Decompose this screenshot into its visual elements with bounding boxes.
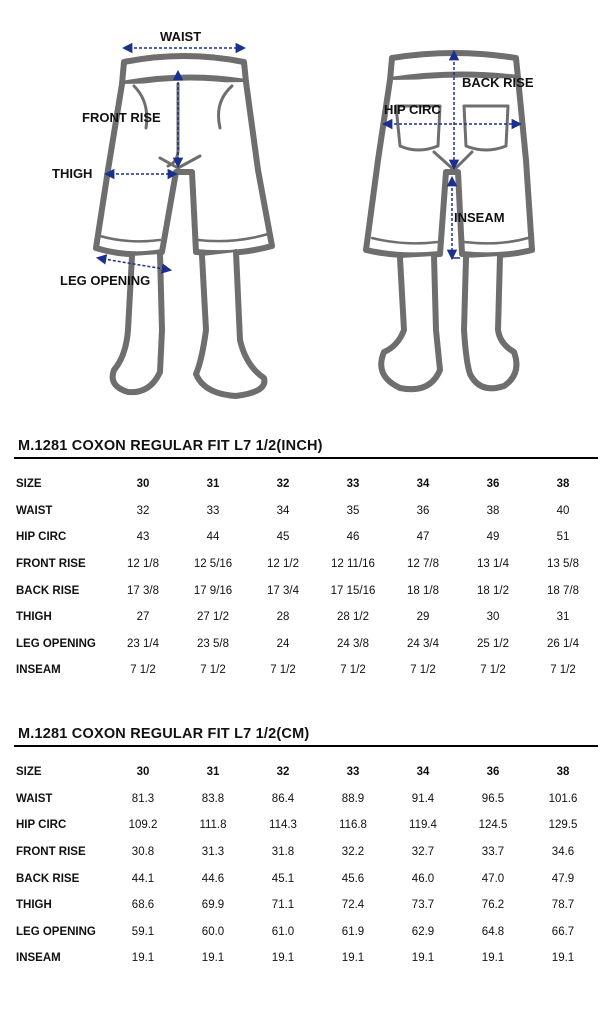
table-cell: 47.0 <box>481 872 505 885</box>
table-cell: 17 9/16 <box>193 584 233 597</box>
table-cell: 88.9 <box>341 792 365 805</box>
table-cell: 32.2 <box>341 846 365 859</box>
table-cell: 23 5/8 <box>197 637 229 650</box>
table-cell: 17 3/8 <box>127 584 159 597</box>
row-label: BACK RISE <box>16 584 80 597</box>
table-cell: 26 1/4 <box>547 637 579 650</box>
table-row <box>14 892 598 919</box>
table-cell: 7 1/2 <box>270 664 296 677</box>
table-cell: 24 <box>276 637 290 650</box>
table-cell: 44.1 <box>131 872 155 885</box>
table-cell: 31.3 <box>201 846 225 859</box>
table-row <box>14 839 598 866</box>
table-cell: 81.3 <box>131 792 155 805</box>
row-label: BACK RISE <box>16 872 80 885</box>
table-cell: 29 <box>416 611 430 624</box>
table-row <box>14 524 598 551</box>
table-cell: 91.4 <box>411 792 435 805</box>
table-cell: 18 1/8 <box>407 584 439 597</box>
measurement-diagram <box>0 0 616 410</box>
table-row <box>14 657 598 684</box>
table-cell: 83.8 <box>201 792 225 805</box>
table-cell: 43 <box>136 531 150 544</box>
inch-title-rule <box>14 457 598 459</box>
table-row <box>14 919 598 946</box>
table-cell: 45.6 <box>341 872 365 885</box>
table-cell: 19.1 <box>271 952 295 965</box>
table-cell: 17 15/16 <box>330 584 376 597</box>
table-cell: 32.7 <box>411 846 435 859</box>
table-row <box>14 551 598 578</box>
table-cell: 60.0 <box>201 925 225 938</box>
size-header-cell: 38 <box>556 478 570 491</box>
label-back-rise: BACK RISE <box>462 75 534 90</box>
table-cell: 31 <box>556 611 570 624</box>
inch-table-title: M.1281 COXON REGULAR FIT L7 1/2(INCH) <box>18 438 323 454</box>
table-cell: 19.1 <box>131 952 155 965</box>
table-row <box>14 631 598 658</box>
table-cell: 7 1/2 <box>480 664 506 677</box>
row-label: LEG OPENING <box>16 925 96 938</box>
table-cell: 31.8 <box>271 846 295 859</box>
table-cell: 45.1 <box>271 872 295 885</box>
cm-title-rule <box>14 745 598 747</box>
table-cell: 32 <box>136 504 150 517</box>
table-cell: 19.1 <box>551 952 575 965</box>
table-cell: 24 3/4 <box>407 637 439 650</box>
table-row <box>14 759 598 786</box>
row-label: INSEAM <box>16 952 61 965</box>
size-header-cell: 32 <box>276 766 290 779</box>
row-label: FRONT RISE <box>16 558 86 571</box>
table-cell: 72.4 <box>341 899 365 912</box>
label-thigh: THIGH <box>52 166 93 181</box>
size-header-cell: 34 <box>416 766 430 779</box>
table-cell: 7 1/2 <box>200 664 226 677</box>
table-cell: 51 <box>556 531 570 544</box>
table-cell: 36 <box>416 504 430 517</box>
table-cell: 30.8 <box>131 846 155 859</box>
table-cell: 71.1 <box>271 899 295 912</box>
cm-table <box>14 759 598 972</box>
table-cell: 124.5 <box>478 819 508 832</box>
label-front-rise: FRONT RISE <box>82 110 161 125</box>
table-cell: 73.7 <box>411 899 435 912</box>
label-inseam: INSEAM <box>454 210 505 225</box>
table-cell: 86.4 <box>271 792 295 805</box>
row-label: WAIST <box>16 504 53 517</box>
row-label: FRONT RISE <box>16 846 86 859</box>
table-cell: 96.5 <box>481 792 505 805</box>
table-cell: 68.6 <box>131 899 155 912</box>
size-header-cell: 36 <box>486 478 500 491</box>
size-header-cell: 34 <box>416 478 430 491</box>
label-leg-opening: LEG OPENING <box>60 273 151 288</box>
size-header-cell: 38 <box>556 766 570 779</box>
inch-size-chart <box>14 438 598 684</box>
table-cell: 19.1 <box>411 952 435 965</box>
table-cell: 12 5/16 <box>193 558 233 571</box>
table-cell: 47 <box>416 531 430 544</box>
size-header-cell: 31 <box>206 478 220 491</box>
table-cell: 7 1/2 <box>410 664 436 677</box>
table-cell: 44 <box>206 531 220 544</box>
table-cell: 69.9 <box>201 899 225 912</box>
size-header-cell: 33 <box>346 478 360 491</box>
row-label: WAIST <box>16 792 53 805</box>
table-cell: 30 <box>486 611 500 624</box>
table-cell: 19.1 <box>481 952 505 965</box>
table-cell: 34.6 <box>551 846 575 859</box>
cm-size-chart <box>14 726 598 972</box>
table-row <box>14 498 598 525</box>
table-row <box>14 812 598 839</box>
table-cell: 129.5 <box>548 819 578 832</box>
table-cell: 17 3/4 <box>267 584 299 597</box>
row-label: HIP CIRC <box>16 531 67 544</box>
row-label: LEG OPENING <box>16 637 96 650</box>
table-cell: 116.8 <box>339 819 367 832</box>
table-cell: 46.0 <box>411 872 435 885</box>
table-cell: 78.7 <box>551 899 575 912</box>
table-row <box>14 945 598 972</box>
inch-table <box>14 471 598 684</box>
table-cell: 19.1 <box>341 952 365 965</box>
label-waist: WAIST <box>160 29 202 44</box>
table-cell: 101.6 <box>548 792 578 805</box>
table-cell: 33 <box>206 504 220 517</box>
table-row <box>14 865 598 892</box>
size-header-cell: 36 <box>486 766 500 779</box>
size-header-cell: 30 <box>136 766 150 779</box>
table-cell: 27 <box>136 611 150 624</box>
table-cell: 24 3/8 <box>337 637 369 650</box>
table-cell: 35 <box>346 504 360 517</box>
table-cell: 33.7 <box>481 846 505 859</box>
table-cell: 12 7/8 <box>407 558 439 571</box>
table-cell: 18 1/2 <box>477 584 509 597</box>
table-row <box>14 604 598 631</box>
size-header-cell: 32 <box>276 478 290 491</box>
table-cell: 27 1/2 <box>197 611 229 624</box>
table-cell: 25 1/2 <box>477 637 509 650</box>
row-label: INSEAM <box>16 664 61 677</box>
cm-table-title: M.1281 COXON REGULAR FIT L7 1/2(CM) <box>18 726 310 742</box>
label-hip-circ: HIP CIRC <box>384 102 441 117</box>
table-cell: 119.4 <box>409 819 437 832</box>
size-header-cell: 30 <box>136 478 150 491</box>
table-row <box>14 577 598 604</box>
table-cell: 7 1/2 <box>130 664 156 677</box>
table-cell: 23 1/4 <box>127 637 159 650</box>
table-cell: 114.3 <box>269 819 297 832</box>
table-cell: 12 11/16 <box>331 558 375 571</box>
table-cell: 13 5/8 <box>547 558 579 571</box>
row-label: THIGH <box>16 611 52 624</box>
table-cell: 66.7 <box>551 925 575 938</box>
table-cell: 13 1/4 <box>477 558 509 571</box>
size-header-cell: 33 <box>346 766 360 779</box>
table-cell: 61.0 <box>271 925 295 938</box>
table-row <box>14 471 598 498</box>
table-cell: 64.8 <box>481 925 505 938</box>
table-cell: 12 1/8 <box>127 558 159 571</box>
table-cell: 12 1/2 <box>267 558 299 571</box>
table-cell: 28 <box>276 611 290 624</box>
size-header-cell: 31 <box>206 766 220 779</box>
table-cell: 111.8 <box>199 819 227 832</box>
table-cell: 28 1/2 <box>337 611 369 624</box>
table-row <box>14 786 598 813</box>
table-cell: 45 <box>276 531 290 544</box>
row-label: HIP CIRC <box>16 819 67 832</box>
table-cell: 34 <box>276 504 290 517</box>
row-label: SIZE <box>16 478 42 491</box>
table-cell: 38 <box>486 504 500 517</box>
table-cell: 47.9 <box>551 872 575 885</box>
table-cell: 49 <box>486 531 500 544</box>
table-cell: 7 1/2 <box>340 664 366 677</box>
table-cell: 59.1 <box>131 925 155 938</box>
table-cell: 76.2 <box>481 899 505 912</box>
row-label: SIZE <box>16 766 42 779</box>
table-cell: 40 <box>556 504 570 517</box>
table-cell: 62.9 <box>411 925 435 938</box>
table-cell: 18 7/8 <box>547 584 579 597</box>
table-cell: 109.2 <box>128 819 158 832</box>
table-cell: 46 <box>346 531 360 544</box>
table-cell: 44.6 <box>201 872 225 885</box>
front-shorts-figure <box>96 56 272 396</box>
row-label: THIGH <box>16 899 52 912</box>
table-cell: 19.1 <box>201 952 225 965</box>
table-cell: 7 1/2 <box>550 664 576 677</box>
table-cell: 61.9 <box>341 925 365 938</box>
